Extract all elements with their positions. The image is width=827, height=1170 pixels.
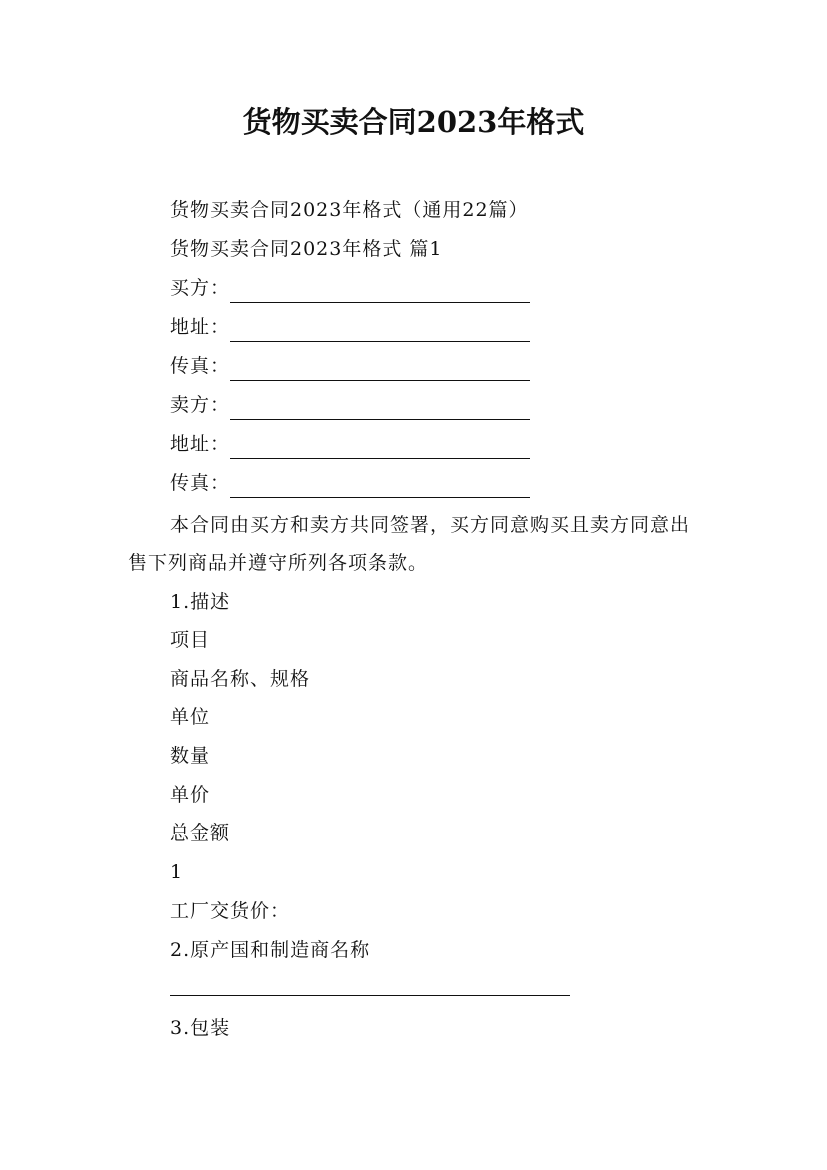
buyer-address-field: [170, 312, 530, 342]
item-total-amount: 总金额: [170, 822, 231, 844]
clause-3-heading: 3.包装: [170, 1017, 231, 1039]
blank-line: [230, 358, 530, 381]
section-heading: 货物买卖合同2023年格式 篇1: [170, 238, 443, 260]
item-unit: 单位: [170, 706, 211, 728]
item-project: 项目: [170, 629, 211, 651]
field-label: 地址：: [170, 316, 231, 338]
field-label: 传真：: [170, 472, 231, 494]
seller-field: [170, 390, 530, 420]
field-label: 地址：: [170, 433, 231, 455]
blank-line: [230, 319, 530, 342]
blank-line: [230, 436, 530, 459]
item-quantity: 数量: [170, 745, 211, 767]
document-title: 货物买卖合同2023年格式: [242, 105, 585, 139]
seller-address-field: [170, 429, 530, 459]
blank-line: [230, 475, 530, 498]
document-subtitle: 货物买卖合同2023年格式（通用22篇）: [170, 199, 529, 221]
intro-paragraph: 本合同由买方和卖方共同签署，买方同意购买且卖方同意出售下列商品并遵守所列各项条款。: [128, 514, 691, 574]
item-ex-works-price: 工厂交货价：: [170, 900, 291, 922]
blank-line: [230, 280, 530, 303]
buyer-field: [170, 273, 530, 303]
field-label: 传真：: [170, 355, 231, 377]
item-name-spec: 商品名称、规格: [170, 668, 311, 690]
blank-line: [170, 995, 570, 996]
buyer-fax-field: [170, 351, 530, 381]
seller-fax-field: [170, 468, 530, 498]
clause-2-heading: 2.原产国和制造商名称: [170, 939, 371, 961]
item-number: 1: [170, 861, 184, 883]
field-label: 买方：: [170, 277, 231, 299]
clause-1-heading: 1.描述: [170, 591, 231, 613]
item-unit-price: 单价: [170, 784, 211, 806]
blank-line: [230, 397, 530, 420]
field-label: 卖方：: [170, 394, 231, 416]
